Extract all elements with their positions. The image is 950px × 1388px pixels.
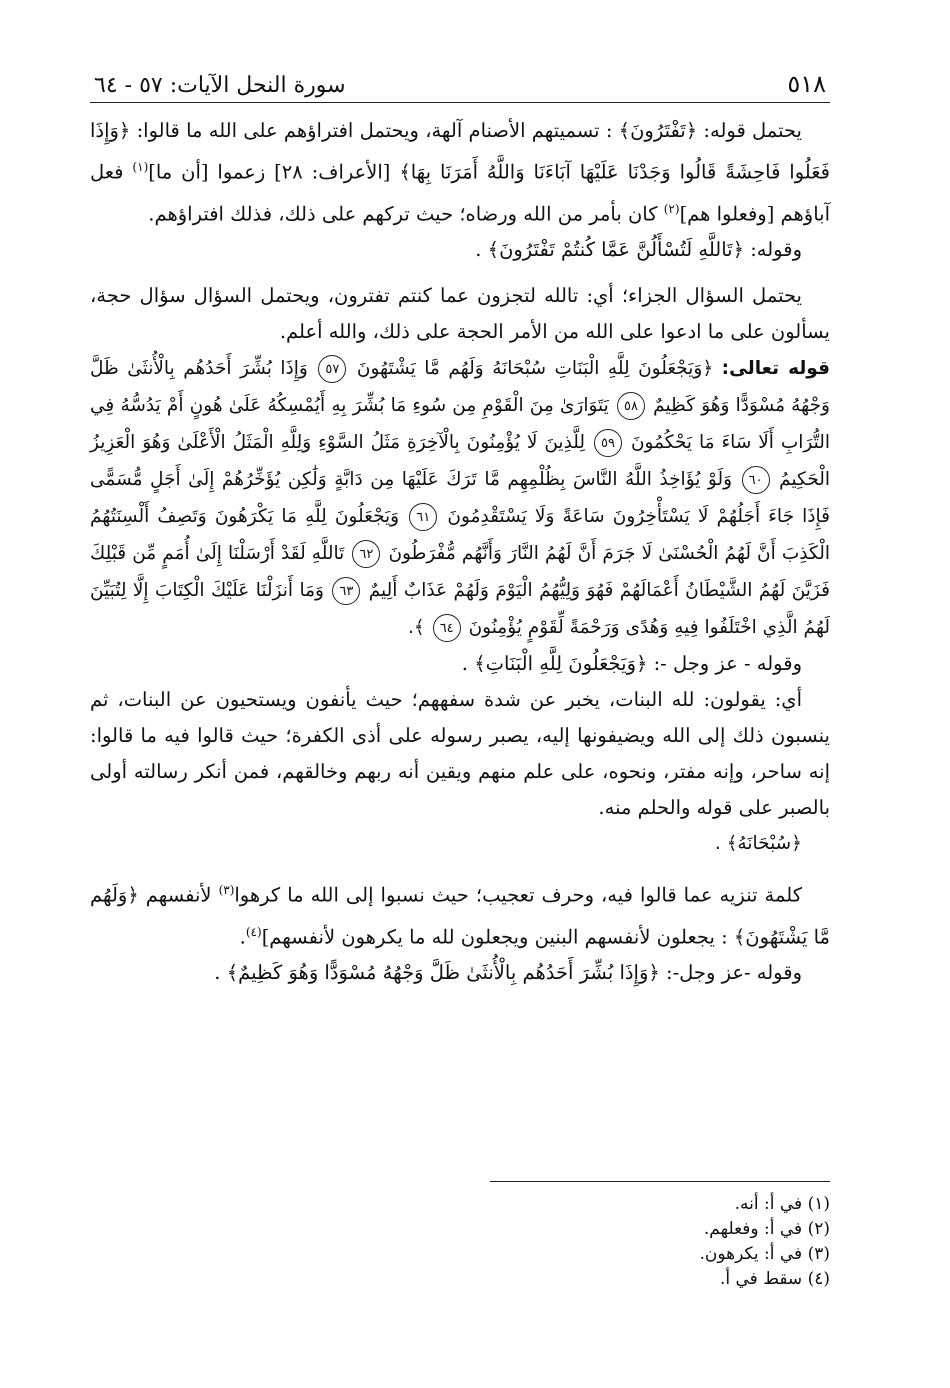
verse-number-60: ٦٠: [742, 466, 770, 494]
verse-number-58: ٥٨: [617, 392, 645, 420]
paragraph-1-text: يحتمل قوله: ﴿تَفْتَرُونَ﴾ : تسميتهم الأصنام آلهة، ويحتمل افتراؤهم على الله ما قالوا: ﴿وَإِذَا فَعَلُوا فَاحِشَةً قَالُوا وَجَدْنَا عَلَيْهَا آبَاءَنَا وَاللَّهُ أَمَرَنَا بِهَا﴾ [الأعراف: ٢٨] زعموا [أن ما]: [90, 119, 830, 184]
footnote-ref-2: (٢): [663, 201, 680, 216]
paragraph-3: يحتمل السؤال الجزاء؛ أي: تالله لتجزون عما كنتم تفترون، ويحتمل السؤال سؤال حجة، يسألون على ما ادعوا على الله من الأمر الحجة على ذلك، والله أعلم.: [90, 284, 830, 343]
verse-57: ﴿وَيَجْعَلُونَ لِلَّهِ الْبَنَاتِ سُبْحَانَهُ وَلَهُم مَّا يَشْتَهُونَ: [356, 358, 714, 379]
footnotes: [699, 1192, 830, 1292]
verse-number-57: ٥٧: [318, 355, 346, 383]
paragraph-2: وقوله: ﴿تَاللَّهِ لَتُسْأَلُنَّ عَمَّا كُنتُمْ تَفْتَرُونَ﴾ .: [475, 238, 802, 261]
footnote-4: (٤) سقط في أ.: [719, 1269, 830, 1289]
verse-61: وَلَوْ يُؤَاخِذُ اللَّهُ النَّاسَ بِظُلْمِهِم مَّا تَرَكَ عَلَيْهَا مِن دَابَّةٍ وَلَٰكِن يُؤَخِّرُهُمْ إِلَىٰ أَجَلٍ مُّسَمًّى فَإِذَا جَاءَ أَجَلُهُمْ لَا يَسْتَأْخِرُونَ سَاعَةً وَلَا يَسْتَقْدِمُونَ: [90, 469, 830, 527]
footnote-ref-3: (٣): [218, 883, 235, 897]
verse-62: وَيَجْعَلُونَ لِلَّهِ مَا يَكْرَهُونَ وَتَصِفُ أَلْسِنَتُهُمُ الْكَذِبَ أَنَّ لَهُمُ الْحُسْنَىٰ لَا جَرَمَ أَنَّ لَهُمُ النَّارَ وَأَنَّهُم مُّفْرَطُونَ: [90, 506, 830, 564]
footnote-divider: [490, 1181, 830, 1182]
paragraph-7-b: لأنفسهم ﴿وَلَهُم مَّا يَشْتَهُونَ﴾ : يجعلون لأنفسهم البنين ويجعلون لله ما يكرهون لأنفسهم]: [90, 883, 830, 948]
verses-close: ﴾.: [408, 617, 425, 638]
footnote-3: (٣) في أ: يكرهون.: [699, 1244, 830, 1264]
paragraph-1-end: كان بأمر من الله ورضاه؛ حيث تركهم على ذلك، فذلك افتراؤهم.: [148, 202, 664, 225]
paragraph-6: ﴿سُبْحَانَهُ﴾ .: [714, 833, 802, 854]
page-number: ٥١٨: [787, 70, 826, 98]
footnote-1: (١) في أ: أنه.: [734, 1194, 830, 1214]
paragraph-5: أي: يقولون: لله البنات، يخبر عن شدة سفههم؛ حيث يأنفون ويستحيون عن البنات، ثم ينسبون ذلك إلى الله ويضيفونها إليه، يصبر رسوله على أذى الكفرة؛ حيث قالوا فيه ما قالوا: إنه ساحر، وإنه مفتر، ونحوه، على علم منهم ويقين أنه ربهم وخالقهم، فمن أنكر رسالته أولى بالصبر على قوله والحلم منه.: [90, 688, 830, 819]
verse-59: يَتَوَارَىٰ مِنَ الْقَوْمِ مِن سُوءِ مَا بُشِّرَ بِهِ أَيُمْسِكُهُ عَلَىٰ هُونٍ أَمْ يَدُسُّهُ فِي التُّرَابِ أَلَا سَاءَ مَا يَحْكُمُونَ: [90, 395, 830, 453]
verses-label: قوله تعالى:: [721, 358, 831, 379]
verse-60: لِلَّذِينَ لَا يُؤْمِنُونَ بِالْآخِرَةِ مَثَلُ السَّوْءِ وَلِلَّهِ الْمَثَلُ الْأَعْلَىٰ وَهُوَ الْعَزِيزُ الْحَكِيمُ: [90, 432, 830, 490]
verse-58: وَإِذَا بُشِّرَ أَحَدُهُم بِالْأُنثَىٰ ظَلَّ وَجْهُهُ مُسْوَدًّا وَهُوَ كَظِيمٌ: [90, 358, 830, 416]
verse-number-64: ٦٤: [433, 614, 461, 642]
page-body: [90, 113, 830, 991]
verse-number-62: ٦٢: [352, 540, 380, 568]
paragraph-8: وقوله -عز وجل-: ﴿وَإِذَا بُشِّرَ أَحَدُهُم بِالْأُنثَىٰ ظَلَّ وَجْهُهُ مُسْوَدًّا وَهُوَ كَظِيمٌ﴾ .: [214, 961, 802, 984]
verse-number-63: ٦٣: [332, 577, 360, 605]
verse-63: تَاللَّهِ لَقَدْ أَرْسَلْنَا إِلَىٰ أُمَمٍ مِّن قَبْلِكَ فَزَيَّنَ لَهُمُ الشَّيْطَانُ أَعْمَالَهُمْ فَهُوَ وَلِيُّهُمُ الْيَوْمَ وَلَهُمْ عَذَابٌ أَلِيمٌ: [90, 543, 830, 601]
verse-number-59: ٥٩: [594, 429, 622, 457]
verses-block: [90, 350, 830, 646]
paragraph-7-c: .: [239, 925, 246, 948]
running-title: سورة النحل الآيات: ٥٧ - ٦٤: [94, 73, 346, 98]
paragraph-7: [90, 872, 830, 955]
verse-number-61: ٦١: [409, 503, 437, 531]
paragraph-7-a: كلمة تنزيه عما قالوا فيه، وحرف تعجيب؛ حيث نسبوا إلى الله ما كرهوا: [234, 883, 802, 907]
footnote-ref-1: (١): [132, 160, 149, 174]
footnote-2: (٢) في أ: وفعلهم.: [703, 1219, 830, 1239]
page: [90, 58, 830, 991]
paragraph-4: وقوله - عز وجل -: ﴿وَيَجْعَلُونَ لِلَّهِ الْبَنَاتِ﴾ .: [461, 652, 802, 675]
page-header: [90, 58, 830, 103]
verse-64: وَمَا أَنزَلْنَا عَلَيْكَ الْكِتَابَ إِلَّا لِتُبَيِّنَ لَهُمُ الَّذِي اخْتَلَفُوا فِيهِ وَهُدًى وَرَحْمَةً لِّقَوْمٍ يُؤْمِنُونَ: [90, 580, 830, 638]
footnote-ref-4: (٤): [245, 924, 262, 939]
paragraph-1-mid: فعل آباؤهم [وفعلوا هم]: [90, 160, 830, 225]
paragraph-1: [90, 113, 830, 232]
